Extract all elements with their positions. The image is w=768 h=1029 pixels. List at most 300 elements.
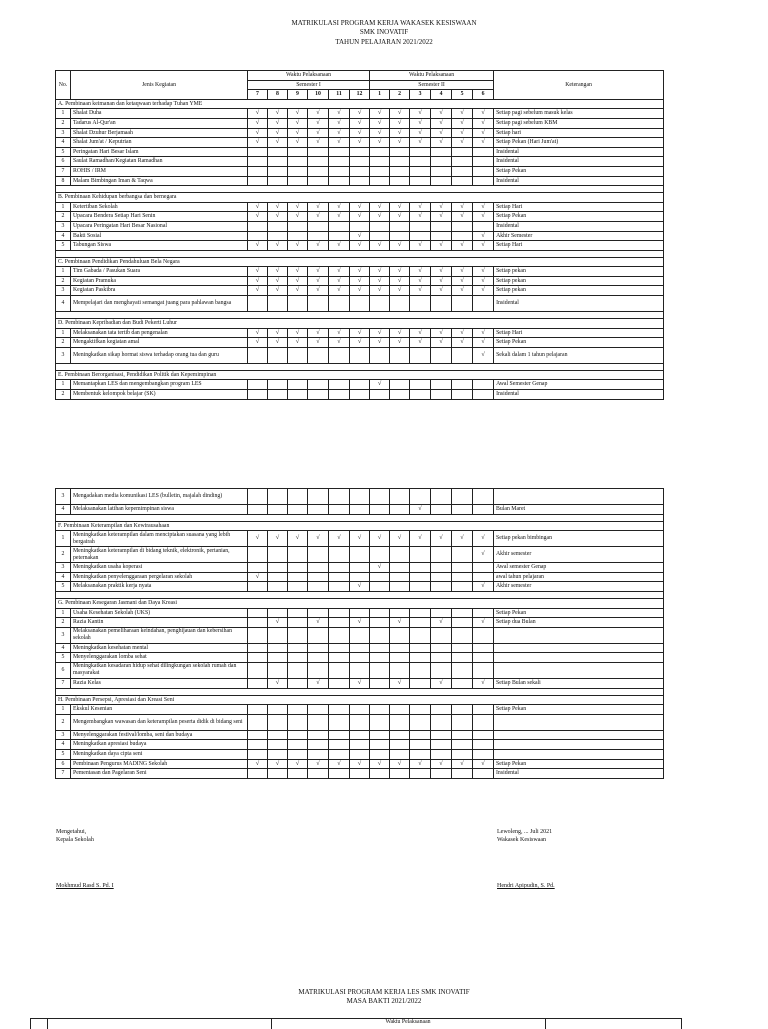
- empty-cell: [410, 221, 431, 231]
- empty-cell: [452, 347, 473, 363]
- check-mark: √: [452, 202, 473, 212]
- check-mark: √: [350, 328, 370, 338]
- empty-cell: [350, 730, 370, 740]
- row-number: 7: [56, 769, 71, 779]
- activity-name: Malam Bimbingan Iman & Taqwa: [71, 176, 248, 186]
- row-number: 4: [56, 740, 71, 750]
- check-mark: √: [268, 276, 288, 286]
- empty-cell: [350, 769, 370, 779]
- empty-cell: [268, 489, 288, 505]
- check-mark: √: [308, 138, 329, 148]
- empty-cell: [308, 572, 329, 582]
- header-keterangan: Keterangan: [494, 71, 664, 100]
- empty-cell: [473, 730, 494, 740]
- empty-cell: [329, 157, 350, 167]
- row-number: 2: [56, 276, 71, 286]
- empty-cell: [431, 572, 452, 582]
- empty-cell: [431, 563, 452, 573]
- empty-cell: [473, 221, 494, 231]
- partial-header-waktu: Waktu Pelaksanaan: [385, 1019, 431, 1025]
- empty-cell: [248, 505, 268, 515]
- row-number: 1: [56, 531, 71, 547]
- empty-cell: [390, 505, 410, 515]
- empty-cell: [268, 662, 288, 678]
- check-mark: √: [431, 276, 452, 286]
- check-mark: √: [329, 109, 350, 119]
- activity-name: ROHIS / IRM: [71, 166, 248, 176]
- check-mark: √: [410, 267, 431, 277]
- empty-cell: [410, 618, 431, 628]
- empty-cell: [452, 749, 473, 759]
- table-row: [56, 627, 664, 643]
- spacer-row: [56, 591, 664, 598]
- empty-cell: [410, 157, 431, 167]
- remark: Setiap pekan: [494, 267, 664, 277]
- remark: Setiap Pekan: [494, 759, 664, 769]
- title-line: MATRIKULASI PROGRAM KERJA LES SMK INOVATIF: [298, 988, 470, 996]
- header-waktu-sem2: Waktu Pelaksanaan: [370, 71, 494, 81]
- empty-cell: [431, 582, 452, 592]
- empty-cell: [248, 176, 268, 186]
- remark: Setiap Pekan: [494, 705, 664, 715]
- empty-cell: [431, 296, 452, 312]
- check-mark: √: [431, 328, 452, 338]
- check-mark: √: [288, 241, 308, 251]
- check-mark: √: [370, 118, 390, 128]
- table-row: [56, 109, 664, 119]
- check-mark: √: [288, 138, 308, 148]
- empty-cell: [248, 714, 268, 730]
- empty-cell: [431, 166, 452, 176]
- check-mark: √: [410, 202, 431, 212]
- empty-cell: [370, 608, 390, 618]
- check-mark: √: [473, 678, 494, 688]
- check-mark: √: [370, 563, 390, 573]
- signature-left: [56, 828, 94, 845]
- empty-cell: [473, 662, 494, 678]
- empty-cell: [329, 505, 350, 515]
- empty-cell: [329, 662, 350, 678]
- empty-cell: [370, 714, 390, 730]
- activity-name: Shalat Jum'at / Keputrian: [71, 138, 248, 148]
- empty-cell: [268, 653, 288, 663]
- section-title: E. Pembinaan Berorganisasi, Pendidikan Politik dan Kepemimpinan: [56, 370, 664, 380]
- empty-cell: [452, 740, 473, 750]
- check-mark: √: [410, 505, 431, 515]
- remark: Insidental: [494, 221, 664, 231]
- table-row: [56, 390, 664, 400]
- principal-name: Mokhmud Rasd S. Pd. I: [56, 883, 114, 889]
- empty-cell: [350, 347, 370, 363]
- table-row: [56, 643, 664, 653]
- table-row: [56, 582, 664, 592]
- remark: [494, 489, 664, 505]
- check-mark: √: [268, 286, 288, 296]
- activity-name: Membentuk kelompok belajar (SK): [71, 390, 248, 400]
- check-mark: √: [410, 276, 431, 286]
- row-number: 4: [56, 231, 71, 241]
- remark: [494, 714, 664, 730]
- table-row: [56, 328, 664, 338]
- empty-cell: [329, 390, 350, 400]
- empty-cell: [473, 608, 494, 618]
- empty-cell: [288, 582, 308, 592]
- check-mark: √: [350, 531, 370, 547]
- table-row: [56, 157, 664, 167]
- section-title: D. Pembinaan Kepribadian dan Budi Pekerti Luhur: [56, 319, 664, 329]
- empty-cell: [248, 769, 268, 779]
- check-mark: √: [329, 241, 350, 251]
- empty-cell: [452, 678, 473, 688]
- empty-cell: [350, 176, 370, 186]
- empty-cell: [370, 176, 390, 186]
- empty-cell: [308, 231, 329, 241]
- empty-cell: [248, 730, 268, 740]
- row-number: 1: [56, 608, 71, 618]
- second-document-title: [0, 988, 768, 1007]
- table-row: [56, 212, 664, 222]
- empty-cell: [268, 166, 288, 176]
- check-mark: √: [473, 328, 494, 338]
- section-row: [56, 521, 664, 531]
- empty-cell: [431, 347, 452, 363]
- remark: [494, 627, 664, 643]
- empty-cell: [370, 643, 390, 653]
- empty-cell: [268, 627, 288, 643]
- empty-cell: [431, 740, 452, 750]
- empty-cell: [350, 749, 370, 759]
- activity-name: Shalat Duha: [71, 109, 248, 119]
- check-mark: √: [329, 328, 350, 338]
- row-number: 5: [56, 147, 71, 157]
- row-number: 1: [56, 109, 71, 119]
- empty-cell: [288, 627, 308, 643]
- check-mark: √: [248, 338, 268, 348]
- empty-cell: [329, 618, 350, 628]
- check-mark: √: [288, 531, 308, 547]
- check-mark: √: [248, 276, 268, 286]
- check-mark: √: [390, 212, 410, 222]
- empty-cell: [390, 662, 410, 678]
- empty-cell: [329, 608, 350, 618]
- check-mark: √: [350, 202, 370, 212]
- remark: [494, 730, 664, 740]
- check-mark: √: [350, 212, 370, 222]
- check-mark: √: [370, 380, 390, 390]
- empty-cell: [329, 643, 350, 653]
- empty-cell: [452, 390, 473, 400]
- empty-cell: [473, 505, 494, 515]
- check-mark: √: [452, 276, 473, 286]
- activity-name: Saulat Ramadhan/Kegiatan Ramadhan: [71, 157, 248, 167]
- check-mark: √: [268, 109, 288, 119]
- row-number: 2: [56, 338, 71, 348]
- empty-cell: [452, 769, 473, 779]
- vice-principal-name: Hendri Apipudin, S. Pd.: [497, 883, 555, 889]
- table-row: [56, 563, 664, 573]
- activity-name: Mengembangkan wawasan dan keterampilan peserta didik di bidang seni: [71, 714, 248, 730]
- remark: Setiap Pekan: [494, 338, 664, 348]
- check-mark: √: [370, 128, 390, 138]
- check-mark: √: [390, 678, 410, 688]
- check-mark: √: [350, 286, 370, 296]
- remark: Setiap pekan: [494, 276, 664, 286]
- empty-cell: [370, 572, 390, 582]
- empty-cell: [268, 740, 288, 750]
- empty-cell: [431, 662, 452, 678]
- table-row: [56, 618, 664, 628]
- empty-cell: [350, 157, 370, 167]
- check-mark: √: [452, 212, 473, 222]
- title-line: TAHUN PELAJARAN 2021/2022: [335, 37, 433, 46]
- empty-cell: [473, 653, 494, 663]
- check-mark: √: [390, 759, 410, 769]
- check-mark: √: [431, 618, 452, 628]
- header-row: [56, 71, 664, 81]
- empty-cell: [248, 563, 268, 573]
- check-mark: √: [390, 241, 410, 251]
- table-row: [56, 147, 664, 157]
- empty-cell: [248, 608, 268, 618]
- check-mark: √: [452, 118, 473, 128]
- empty-cell: [248, 147, 268, 157]
- activity-name: Tadarus Al-Qur'an: [71, 118, 248, 128]
- empty-cell: [268, 547, 288, 563]
- title-line: MASA BAKTI 2021/2022: [346, 997, 422, 1006]
- check-mark: √: [370, 138, 390, 148]
- activity-name: Meningkatkan sikap hormat siswa terhadap orang tua dan guru: [71, 347, 248, 363]
- empty-cell: [268, 347, 288, 363]
- check-mark: √: [350, 582, 370, 592]
- remark: Setiap Pekan: [494, 166, 664, 176]
- empty-cell: [390, 231, 410, 241]
- activity-name: Usaha Kesehatan Sekolah (UKS): [71, 608, 248, 618]
- row-number: 8: [56, 176, 71, 186]
- section-row: [56, 598, 664, 608]
- check-mark: √: [473, 276, 494, 286]
- empty-cell: [329, 705, 350, 715]
- empty-cell: [452, 572, 473, 582]
- check-mark: √: [248, 202, 268, 212]
- check-mark: √: [452, 338, 473, 348]
- check-mark: √: [473, 138, 494, 148]
- empty-cell: [248, 618, 268, 628]
- empty-cell: [452, 157, 473, 167]
- check-mark: √: [473, 582, 494, 592]
- check-mark: √: [288, 759, 308, 769]
- spacer-row: [56, 363, 664, 370]
- remark: awal tahun pelajaran: [494, 572, 664, 582]
- check-mark: √: [268, 138, 288, 148]
- row-number: 5: [56, 582, 71, 592]
- empty-cell: [431, 380, 452, 390]
- empty-cell: [308, 147, 329, 157]
- check-mark: √: [452, 109, 473, 119]
- empty-cell: [370, 296, 390, 312]
- empty-cell: [268, 608, 288, 618]
- empty-cell: [452, 563, 473, 573]
- empty-cell: [329, 166, 350, 176]
- empty-cell: [410, 749, 431, 759]
- section-title: A. Pembinaan keimanan dan ketaqwaan terhadap Tuhan YME: [56, 99, 664, 109]
- empty-cell: [410, 627, 431, 643]
- table-row: [56, 759, 664, 769]
- check-mark: √: [268, 678, 288, 688]
- check-mark: √: [350, 118, 370, 128]
- section-title: G. Pembinaan Kesegaran Jasmani dan Daya Kreasi: [56, 598, 664, 608]
- empty-cell: [288, 147, 308, 157]
- check-mark: √: [473, 759, 494, 769]
- check-mark: √: [329, 118, 350, 128]
- check-mark: √: [370, 267, 390, 277]
- check-mark: √: [248, 267, 268, 277]
- remark: [494, 740, 664, 750]
- empty-cell: [350, 740, 370, 750]
- empty-cell: [268, 572, 288, 582]
- empty-cell: [370, 618, 390, 628]
- empty-cell: [248, 547, 268, 563]
- check-mark: √: [288, 276, 308, 286]
- table-row: [56, 769, 664, 779]
- empty-cell: [431, 769, 452, 779]
- empty-cell: [431, 705, 452, 715]
- partial-divider: [47, 1019, 48, 1029]
- check-mark: √: [473, 286, 494, 296]
- check-mark: √: [248, 109, 268, 119]
- check-mark: √: [410, 286, 431, 296]
- empty-cell: [308, 608, 329, 618]
- check-mark: √: [350, 678, 370, 688]
- row-number: 2: [56, 212, 71, 222]
- header-no: No.: [56, 71, 71, 100]
- remark: Bulan Maret: [494, 505, 664, 515]
- empty-cell: [452, 505, 473, 515]
- empty-cell: [431, 176, 452, 186]
- empty-cell: [268, 714, 288, 730]
- check-mark: √: [370, 286, 390, 296]
- remark: Setiap Hari: [494, 241, 664, 251]
- check-mark: √: [329, 202, 350, 212]
- activity-name: Menyelenggarakan lomba sehat: [71, 653, 248, 663]
- empty-cell: [452, 296, 473, 312]
- remark: Insidental: [494, 147, 664, 157]
- row-number: 4: [56, 572, 71, 582]
- check-mark: √: [370, 531, 390, 547]
- check-mark: √: [308, 531, 329, 547]
- empty-cell: [390, 582, 410, 592]
- activity-name: Kegiatan Paskibra: [71, 286, 248, 296]
- section-row: [56, 193, 664, 203]
- empty-cell: [350, 653, 370, 663]
- title-line: SMK INOVATIF: [359, 28, 409, 37]
- check-mark: √: [431, 286, 452, 296]
- spacer-cell: [56, 514, 664, 521]
- row-number: 2: [56, 390, 71, 400]
- empty-cell: [308, 296, 329, 312]
- empty-cell: [350, 572, 370, 582]
- empty-cell: [390, 643, 410, 653]
- check-mark: √: [268, 267, 288, 277]
- activity-name: Melaksanakan tata tertib dan pengenalan: [71, 328, 248, 338]
- check-mark: √: [410, 338, 431, 348]
- empty-cell: [268, 749, 288, 759]
- empty-cell: [410, 147, 431, 157]
- table-row: [56, 678, 664, 688]
- empty-cell: [452, 176, 473, 186]
- check-mark: √: [350, 759, 370, 769]
- empty-cell: [308, 166, 329, 176]
- empty-cell: [390, 489, 410, 505]
- empty-cell: [431, 157, 452, 167]
- row-number: 1: [56, 202, 71, 212]
- check-mark: √: [308, 241, 329, 251]
- remark: Setiap pekan bimbingan: [494, 531, 664, 547]
- check-mark: √: [248, 118, 268, 128]
- empty-cell: [431, 749, 452, 759]
- empty-cell: [350, 505, 370, 515]
- empty-cell: [329, 489, 350, 505]
- check-mark: √: [431, 678, 452, 688]
- check-mark: √: [308, 759, 329, 769]
- empty-cell: [308, 505, 329, 515]
- remark: Insidental: [494, 176, 664, 186]
- matrix-table-part1: [55, 70, 664, 400]
- activity-name: Meningkatkan daya cipta seni: [71, 749, 248, 759]
- check-mark: √: [473, 338, 494, 348]
- check-mark: √: [329, 276, 350, 286]
- empty-cell: [473, 714, 494, 730]
- check-mark: √: [268, 338, 288, 348]
- activity-name: Ekskul Kesenian: [71, 705, 248, 715]
- row-number: 1: [56, 267, 71, 277]
- empty-cell: [410, 166, 431, 176]
- activity-name: Kegiatan Pramuka: [71, 276, 248, 286]
- empty-cell: [329, 653, 350, 663]
- empty-cell: [431, 221, 452, 231]
- empty-cell: [452, 489, 473, 505]
- empty-cell: [329, 714, 350, 730]
- check-mark: √: [308, 678, 329, 688]
- empty-cell: [288, 547, 308, 563]
- check-mark: √: [329, 338, 350, 348]
- remark: Setiap Pekan (Hari Jum'at): [494, 138, 664, 148]
- signature-left-line1: Mengetahui,: [56, 829, 87, 835]
- empty-cell: [410, 547, 431, 563]
- table-row: [56, 489, 664, 505]
- empty-cell: [473, 740, 494, 750]
- check-mark: √: [370, 328, 390, 338]
- empty-cell: [452, 582, 473, 592]
- empty-cell: [268, 147, 288, 157]
- check-mark: √: [390, 328, 410, 338]
- table-row: [56, 221, 664, 231]
- empty-cell: [350, 147, 370, 157]
- check-mark: √: [390, 286, 410, 296]
- section-row: [56, 99, 664, 109]
- check-mark: √: [390, 118, 410, 128]
- check-mark: √: [473, 109, 494, 119]
- header-month: 4: [431, 90, 452, 100]
- empty-cell: [308, 662, 329, 678]
- check-mark: √: [431, 212, 452, 222]
- empty-cell: [308, 489, 329, 505]
- empty-cell: [390, 730, 410, 740]
- row-number: 3: [56, 563, 71, 573]
- check-mark: √: [431, 202, 452, 212]
- table-row: [56, 730, 664, 740]
- activity-name: Razia Kelas: [71, 678, 248, 688]
- empty-cell: [370, 505, 390, 515]
